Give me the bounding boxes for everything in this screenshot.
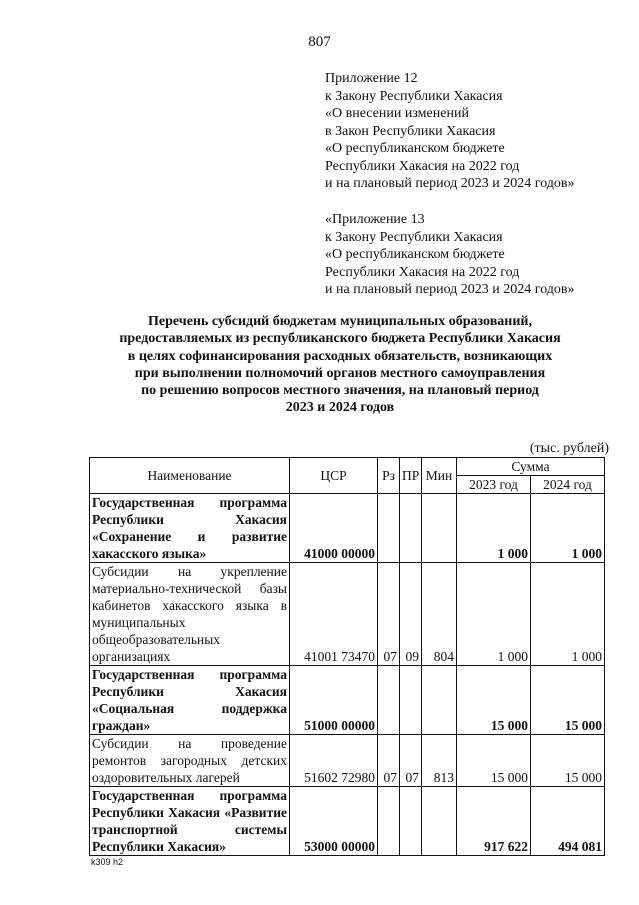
row-rz [378,494,400,563]
row-pr [400,666,422,735]
title-line: предоставляемых из республиканского бюджета Республики Хакасия [119,331,561,347]
title-line: в целях софинансирования расходных обязательств, возникающих [127,348,553,364]
row-min [422,787,457,856]
annex-12-line: «О республиканском бюджете [325,141,505,156]
row-csr: 41001 73470 [290,563,378,666]
header-sum: Сумма [457,458,605,476]
annex-13-line: «Приложение 13 [325,212,425,227]
title-line: 2023 и 2024 годов [285,400,395,416]
row-name: Государственная программа Республики Хакасия «Сохранение и развитие хакасского языка» [90,494,290,563]
row-pr [400,494,422,563]
row-2024: 1 000 [531,494,605,563]
document-title [60,313,620,417]
title-line: Перечень субсидий бюджетам муниципальных образований, [148,314,532,329]
row-2023: 15 000 [457,666,531,735]
row-rz [378,666,400,735]
annex-13-line: и на плановый период 2023 и 2024 годов» [325,282,575,297]
annex-13-line: к Закону Республики Хакасия [325,229,503,245]
row-2024: 494 081 [531,787,605,856]
annex-12-line: Республики Хакасия на 2022 год [325,158,520,174]
row-name: Субсидии на проведение ремонтов загородных детских оздоровительных лагерей [90,735,290,787]
row-name: Государственная программа Республики Хакасия «Социальная поддержка граждан» [90,666,290,735]
row-rz: 07 [378,563,400,666]
row-2023: 1 000 [457,563,531,666]
subsidies-table [89,457,605,856]
annex-13-header [325,211,575,299]
row-name: Государственная программа Республики Хакасия «Развитие транспортной системы Республики Хакасия» [90,787,290,856]
row-min: 804 [422,563,457,666]
row-2023: 917 622 [457,787,531,856]
row-2023: 1 000 [457,494,531,563]
annex-12-line: к Закону Республики Хакасия [325,88,503,104]
annex-12-line: и на плановый период 2023 и 2024 годов» [325,176,575,191]
row-pr: 09 [400,563,422,666]
row-csr: 51602 72980 [290,735,378,787]
row-min [422,494,457,563]
row-2023: 15 000 [457,735,531,787]
row-2024: 15 000 [531,735,605,787]
row-name: Субсидии на укрепление материально-технической базы кабинетов хакасского языка в муниципальных общеобразовательных организациях [90,563,290,666]
table-row [90,735,605,787]
table-row [90,563,605,666]
annex-13-line: Республики Хакасия на 2022 год [325,264,520,280]
row-csr: 41000 00000 [290,494,378,563]
footer-code: k309 h2 [91,857,124,867]
row-2024: 15 000 [531,666,605,735]
header-min: Мин [422,458,457,494]
annex-12-header [325,70,575,193]
row-pr [400,787,422,856]
annex-12-line: «О внесении изменений [325,106,469,121]
page-number: 807 [308,34,331,50]
annex-13-line: «О республиканском бюджете [325,247,505,262]
title-line: по решению вопросов местного значения, на плановый период [141,383,539,399]
annex-12-line: Приложение 12 [325,71,418,86]
title-line: при выполнении полномочий органов местного самоуправления [134,365,546,381]
row-2024: 1 000 [531,563,605,666]
units-label: (тыс. рублей) [529,441,609,456]
header-2024: 2024 год [531,476,605,494]
row-min: 813 [422,735,457,787]
table-row [90,787,605,856]
row-csr: 53000 00000 [290,787,378,856]
header-rz: Рз [378,458,400,494]
header-csr: ЦСР [290,458,378,494]
header-name: Наименование [90,458,290,494]
row-rz [378,787,400,856]
header-pr: ПР [400,458,422,494]
table-row [90,494,605,563]
header-2023: 2023 год [457,476,531,494]
row-rz: 07 [378,735,400,787]
table-row [90,666,605,735]
row-pr: 07 [400,735,422,787]
annex-12-line: в Закон Республики Хакасия [325,123,496,139]
row-min [422,666,457,735]
row-csr: 51000 00000 [290,666,378,735]
